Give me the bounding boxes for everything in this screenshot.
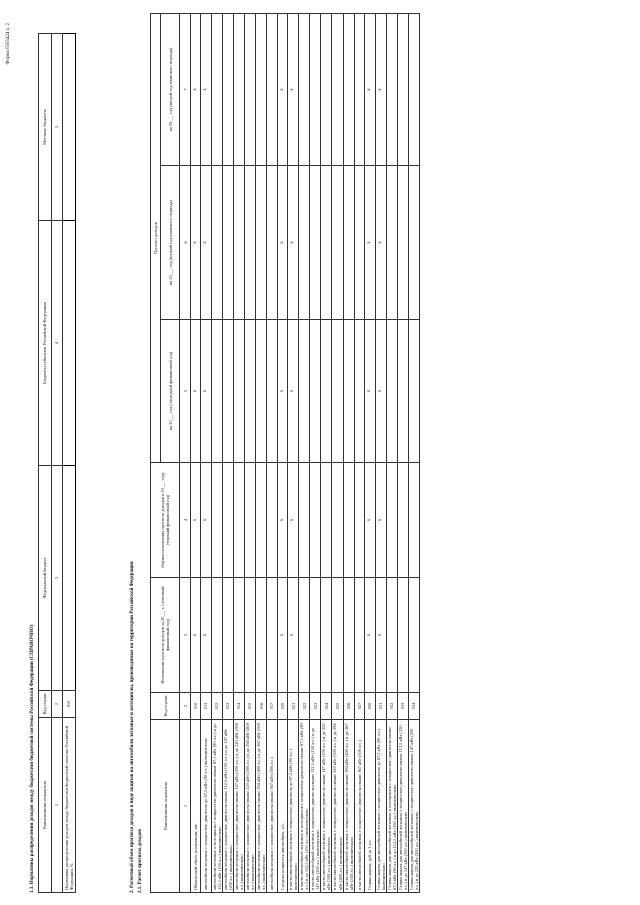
value-cell[interactable] [332,14,343,166]
row-label: в части автомобилей легковых с мощностью двигателя свыше 147 кВт (200 л.с.) и до 220 кВт (300 л.с.) включительно [321,720,332,893]
form-code: Форма 0505424 с. 2 [6,23,11,65]
section2-title: 2. Расчетный объем прогноза доходов в виде акцизов на автомобили легковые и мотоциклы, производимые на территории Российской Федерации [130,561,135,893]
value-cell[interactable] [321,320,332,463]
not-applicable-cell: x [375,14,386,166]
value-cell[interactable] [397,320,408,463]
value-cell[interactable] [267,14,277,166]
value-cell[interactable] [397,463,408,578]
not-applicable-cell: x [201,463,211,578]
value-cell[interactable] [354,320,364,463]
row-label: Ставка акциза, руб за 1 л.с. [365,720,375,893]
value-cell[interactable] [343,320,354,463]
value-cell[interactable] [233,463,244,578]
value-cell[interactable] [233,578,244,693]
value-cell[interactable] [310,14,321,166]
value-cell[interactable] [310,320,321,463]
t1-header-code: Код строки [39,691,52,718]
t2-header-estimate: Оценка исполнения прогноза доходов в 20___ году (текущий финансовый год) [151,463,180,578]
t1-num: 3 [52,466,63,691]
value-cell[interactable] [233,14,244,166]
t1-num: 2 [52,691,63,718]
not-applicable-cell: x [287,320,298,463]
t1-row-label: Нормативы распределения доходов между бюджетами бюджетной системы Российской Федерации, % [63,718,76,893]
t1-local-value[interactable] [63,34,76,221]
value-cell[interactable] [397,14,408,166]
value-cell[interactable] [222,463,233,578]
row-label: Ставка акциза для автомобилей легковых и мотоциклов с мощностью двигателя свыше 67,5 кВт (90 л.с.) и до 112,5 кВт (150 л.с.) включительно [386,720,397,893]
value-cell[interactable] [299,578,310,693]
row-code: 031 [375,693,386,720]
value-cell[interactable] [244,320,255,463]
t1-num: 5 [52,34,63,221]
row-code: 032 [386,693,397,720]
distribution-table [38,33,76,893]
row-label: в части автомобилей легковых с мощностью двигателя свыше 294 кВт (400 л.с.) и до 367 кВт (500 л.с.) включительно [343,720,354,893]
row-code: 033 [397,693,408,720]
value-cell[interactable] [332,578,343,693]
table-row [343,14,354,893]
value-cell[interactable] [408,578,419,693]
value-cell[interactable] [310,463,321,578]
value-cell[interactable] [256,14,267,166]
row-label: в части автомобилей легковых с мощностью двигателя свыше 220 кВт (300 л.с.) и до 294 кВт (400 л.с.) включительно [332,720,343,893]
t2-column-number: 6 [180,166,190,320]
not-applicable-cell: x [277,578,287,693]
t2-column-number: 1 [180,720,190,893]
row-label: в части автомобилей легковых с мощностью двигателя свыше 112,5 кВт (150 л.с.) и до 147 кВт (200 л.с.) включительно [310,720,321,893]
value-cell[interactable] [244,578,255,693]
value-cell[interactable] [397,166,408,320]
table-row [375,14,386,893]
table-row [287,14,298,893]
not-applicable-cell: x [201,166,211,320]
row-code: 030 [365,693,375,720]
value-cell[interactable] [354,463,364,578]
not-applicable-cell: x [190,578,200,693]
value-cell[interactable] [408,166,419,320]
value-cell[interactable] [343,463,354,578]
table-row [190,14,200,893]
value-cell[interactable] [343,14,354,166]
row-label: автомобили легковые с мощностью двигателя свыше 367 кВт (500 л.с.) [267,720,277,893]
row-code: 022 [299,693,310,720]
row-code: 011 [201,693,211,720]
value-cell[interactable] [321,14,332,166]
value-cell[interactable] [267,320,277,463]
not-applicable-cell: x [365,14,375,166]
not-applicable-cell: x [190,320,200,463]
not-applicable-cell: x [201,14,211,166]
t2-header-f3: на 20___ год (второй год планового периода) [161,14,180,166]
value-cell[interactable] [256,463,267,578]
t1-num: 4 [52,221,63,466]
t2-column-number: 5 [180,320,190,463]
row-code: 027 [354,693,364,720]
not-applicable-cell: x [365,578,375,693]
t1-header-name: Наименование показателя [39,718,52,893]
table-row [408,14,419,893]
not-applicable-cell: x [277,14,287,166]
value-cell[interactable] [222,320,233,463]
row-label: Ставка акциза для автомобилей легковых с мощностью двигателя свыше 112,5 кВт (150 л.с.) и до 147 кВт (200 л.с.) включительно [397,720,408,893]
value-cell[interactable] [267,463,277,578]
row-label: Средняя мощность автомобиля, л.с. [277,720,287,893]
value-cell[interactable] [211,578,222,693]
t1-num: 1 [52,718,63,893]
table-row [222,14,233,893]
table-row [299,14,310,893]
value-cell[interactable] [332,320,343,463]
value-cell[interactable] [211,14,222,166]
value-cell[interactable] [233,166,244,320]
table-row [354,14,364,893]
row-code: 016 [256,693,267,720]
value-cell[interactable] [222,166,233,320]
value-cell[interactable] [386,578,397,693]
t1-header-regional: Бюджеты субъектов Российской Федерации [39,221,52,466]
row-code: 020 [277,693,287,720]
value-cell[interactable] [354,578,364,693]
value-cell[interactable] [267,166,277,320]
row-label: автомобили легковые с мощностью двигателя свыше 147 кВт (200 л.с.) и до 220 кВт (300 л.с.) включительно [233,720,244,893]
not-applicable-cell: x [365,320,375,463]
row-label: автомобили легковые с мощностью двигателя свыше 112,5 кВт (150 л.с.) и до 147 кВт (200 л.с.) включительно [222,720,233,893]
value-cell[interactable] [343,166,354,320]
value-cell[interactable] [211,320,222,463]
table-row [386,14,397,893]
row-code: 034 [408,693,419,720]
not-applicable-cell: x [287,578,298,693]
row-code: 024 [321,693,332,720]
not-applicable-cell: x [365,166,375,320]
value-cell[interactable] [222,14,233,166]
value-cell[interactable] [211,166,222,320]
table-row [201,14,211,893]
not-applicable-cell: x [190,14,200,166]
value-cell[interactable] [408,14,419,166]
t2-header-code: Код строки [151,693,180,720]
value-cell[interactable] [310,166,321,320]
value-cell[interactable] [299,320,310,463]
t2-column-number: 7 [180,14,190,166]
row-label: Ставка акциза для автомобилей легковых с мощностью двигателя свыше 147 кВт (200 л.с.) и до 220 кВт (300 л.с.) включительно [408,720,419,893]
value-cell[interactable] [256,166,267,320]
value-cell[interactable] [244,14,255,166]
not-applicable-cell: x [201,320,211,463]
value-cell[interactable] [299,166,310,320]
row-code: 021 [287,693,298,720]
value-cell[interactable] [299,14,310,166]
value-cell[interactable] [321,578,332,693]
row-label: автомобили легковые с мощностью двигателя до 67,5 кВт (90 л.с.) включительно [201,720,211,893]
not-applicable-cell: x [375,578,386,693]
not-applicable-cell: x [375,320,386,463]
t1-row-code: 010 [63,691,76,718]
t2-column-number: 4 [180,463,190,578]
not-applicable-cell: x [190,463,200,578]
table-row [256,14,267,893]
value-cell[interactable] [408,463,419,578]
t2-column-number: 2 [180,693,190,720]
value-cell[interactable] [321,463,332,578]
row-code: 015 [244,693,255,720]
table-row [277,14,287,893]
table-row [244,14,255,893]
table-row [332,14,343,893]
value-cell[interactable] [354,14,364,166]
row-label: автомобили легковые с мощностью двигателя свыше 294 кВт (400 л.с.) и до 367 кВт (500 л.с.) включительно [256,720,267,893]
value-cell[interactable] [244,166,255,320]
row-code: 023 [310,693,321,720]
section1-title: 1.3. Нормативы распределения доходов между бюджетами бюджетной системы Российской Федерации (СПРАВОЧНО) [30,624,35,893]
table-row [211,14,222,893]
not-applicable-cell: x [287,166,298,320]
t1-header-local: Местные бюджеты [39,34,52,221]
not-applicable-cell: x [365,463,375,578]
t2-column-number: 3 [180,578,190,693]
row-label: в части автомобилей легковых и мотоциклов с мощностью двигателя свыше 67,5 кВт (90 л.с.) и до 112,5 кВт (150 л.с.) включительно [299,720,310,893]
forecast-table [150,13,420,893]
not-applicable-cell: x [277,166,287,320]
t2-header-f1: на 20___ год (очередной финансовый год) [161,320,180,463]
table-row [267,14,277,893]
value-cell[interactable] [310,578,321,693]
not-applicable-cell: x [287,463,298,578]
value-cell[interactable] [256,578,267,693]
row-label: в части автомобилей легковых с мощностью двигателя до 67,5 кВт (90 л.с.) включительно [287,720,298,893]
table-row [397,14,408,893]
row-label: Ставка акциза для автомобилей легковых с мощностью двигателя до 67,5 кВт (90 л.с.) включительно [375,720,386,893]
section2-subtitle: 2.1. Расчет прогноза доходов [138,829,143,893]
value-cell[interactable] [332,166,343,320]
table-row [365,14,375,893]
not-applicable-cell: x [375,463,386,578]
t1-federal-value[interactable] [63,466,76,691]
not-applicable-cell: x [201,578,211,693]
value-cell[interactable] [222,578,233,693]
value-cell[interactable] [233,320,244,463]
value-cell[interactable] [386,463,397,578]
row-label: автомобили легковые и мотоциклы с мощностью двигателя свыше 67,5 кВт (90 л.с.) и до 112,5 кВт (150 л.с.) включительно [211,720,222,893]
row-label: автомобили легковые с мощностью двигателя свыше 220 кВт (300 л.с.) и до 294 кВт (400 л.с.) включительно [244,720,255,893]
t2-header-executed: Исполнение прогноза доходов за 20___ г. (отчетный финансовый год) [151,578,180,693]
not-applicable-cell: x [190,166,200,320]
row-code: 010 [190,693,200,720]
not-applicable-cell: x [287,14,298,166]
row-code: 013 [222,693,233,720]
value-cell[interactable] [343,578,354,693]
value-cell[interactable] [321,166,332,320]
row-code: 017 [267,693,277,720]
row-code: 014 [233,693,244,720]
table-row [233,14,244,893]
row-code: 026 [343,693,354,720]
value-cell[interactable] [332,463,343,578]
t2-header-f2: на 20___ год (первый год планового периода) [161,166,180,320]
value-cell[interactable] [354,166,364,320]
row-code: 025 [332,693,343,720]
value-cell[interactable] [386,320,397,463]
table-row [310,14,321,893]
t2-header-name: Наименование показателя [151,720,180,893]
t1-header-federal: Федеральный бюджет [39,466,52,691]
t1-regional-value[interactable] [63,221,76,466]
value-cell[interactable] [267,578,277,693]
value-cell[interactable] [256,320,267,463]
not-applicable-cell: x [277,463,287,578]
value-cell[interactable] [386,166,397,320]
value-cell[interactable] [299,463,310,578]
value-cell[interactable] [386,14,397,166]
value-cell[interactable] [211,463,222,578]
row-code: 012 [211,693,222,720]
t2-header-forecast: Прогноз доходов [151,14,161,463]
row-label: Облагаемый объем реализации, шт. [190,720,200,893]
value-cell[interactable] [397,578,408,693]
value-cell[interactable] [244,463,255,578]
not-applicable-cell: x [375,166,386,320]
not-applicable-cell: x [277,320,287,463]
table-row [321,14,332,893]
row-label: в части автомобилей легковых с мощностью двигателя свыше 367 кВт (500 л.с.) [354,720,364,893]
value-cell[interactable] [408,320,419,463]
